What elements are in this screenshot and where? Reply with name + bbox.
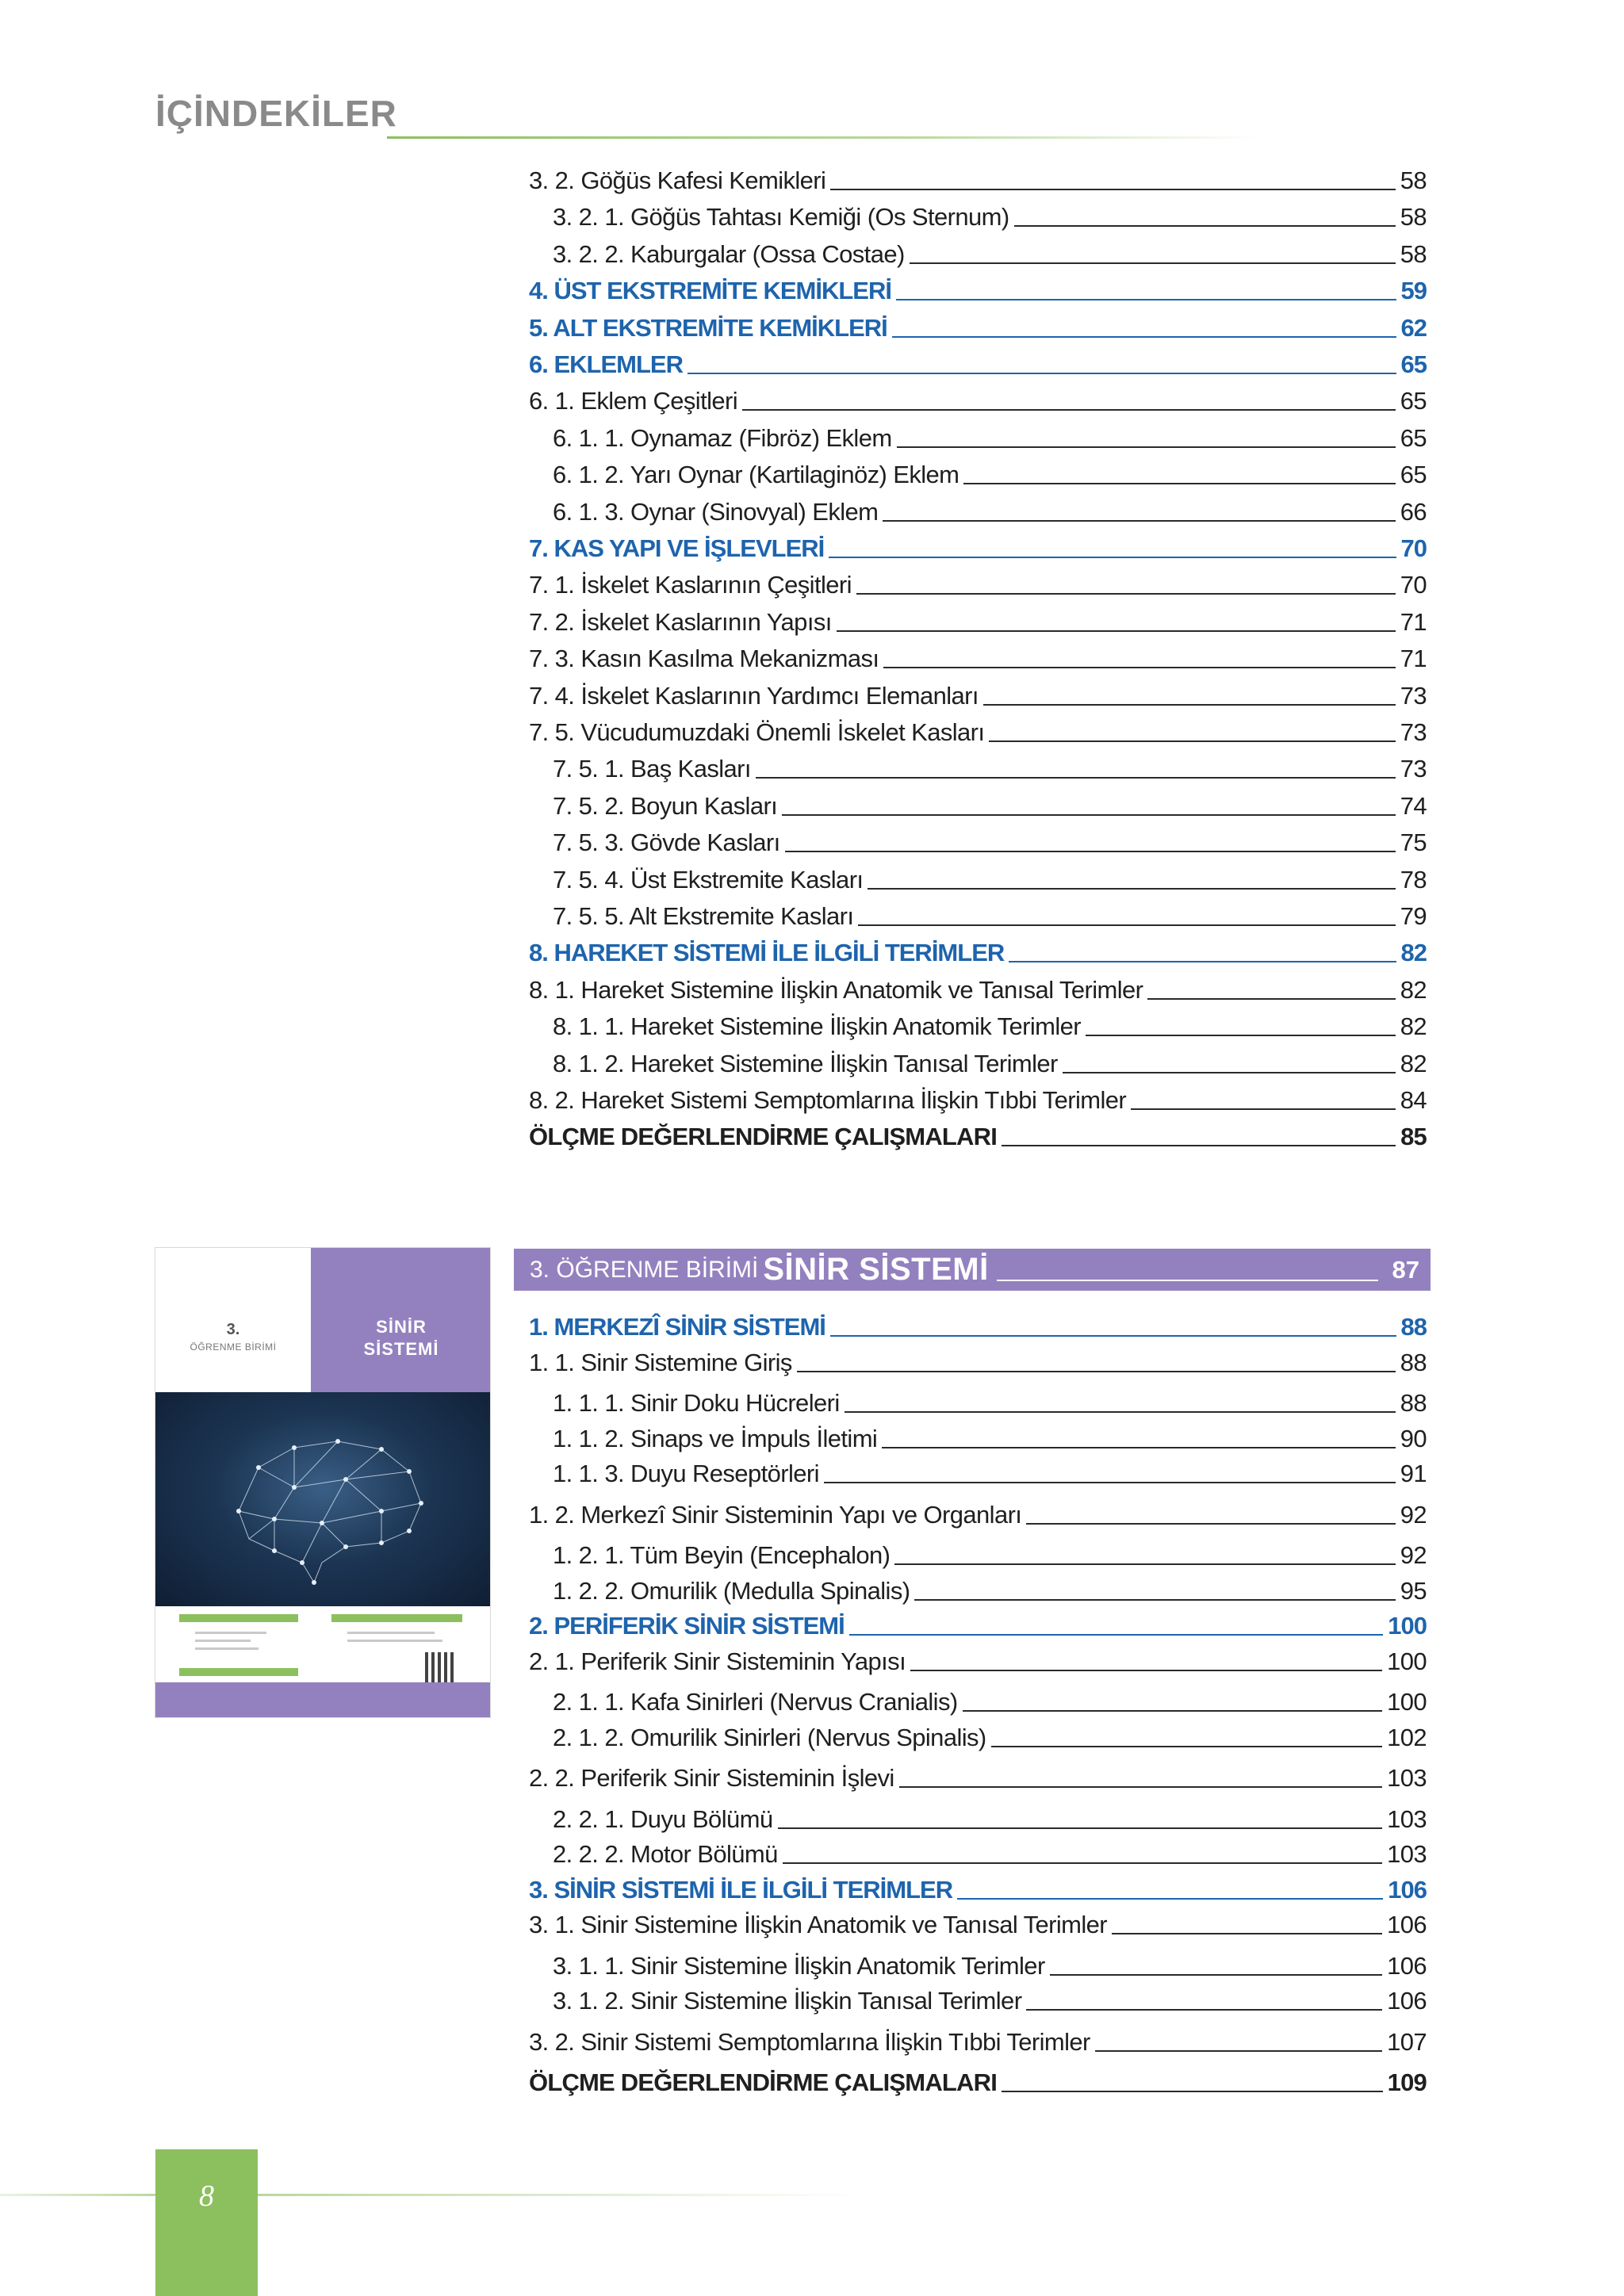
toc-entry-title: 2. 2. 1. Duyu Bölümü	[553, 1804, 773, 1833]
toc-leader-line	[1086, 1035, 1396, 1036]
toc-entry-title: 7. 5. 2. Boyun Kasları	[553, 791, 778, 820]
toc-entry[interactable]	[529, 2066, 1427, 2098]
toc-entry-title: 7. 5. 1. Baş Kasları	[553, 755, 751, 783]
toc-entry-title: 3. 1. Sinir Sistemine İlişkin Anatomik ve Tanısal Terimler	[529, 1911, 1108, 1938]
toc-entry[interactable]	[553, 863, 1427, 895]
toc-entry-title: 6. 1. 3. Oynar (Sinovyal) Eklem	[553, 497, 879, 526]
toc-leader-line	[1050, 1974, 1382, 1976]
toc-leader-line	[991, 1746, 1382, 1747]
toc-leader-line	[899, 1786, 1382, 1788]
unit-banner-page: 87	[1392, 1255, 1419, 1284]
toc-leader-line	[1026, 2009, 1382, 2011]
toc-entry-page: 73	[1400, 718, 1427, 746]
toc-entry-page: 70	[1400, 534, 1427, 562]
toc-entry-page: 88	[1400, 1348, 1427, 1376]
toc-entry-title: 3. 2. 1. Göğüs Tahtası Kemiği (Os Sternum)	[553, 203, 1009, 232]
toc-entry-page: 91	[1400, 1460, 1427, 1487]
toc-entry[interactable]	[553, 496, 1427, 527]
toc-leader-line	[778, 1827, 1383, 1829]
page-number-box	[155, 2149, 258, 2296]
cover-unit-label: ÖĞRENME BİRİMİ	[190, 1341, 277, 1353]
toc-leader-line	[983, 704, 1396, 706]
toc-leader-line	[824, 1482, 1396, 1483]
toc-entry-title: 3. 2. Göğüs Kafesi Kemikleri	[529, 166, 826, 194]
toc-entry[interactable]	[529, 1311, 1427, 1342]
toc-leader-line	[868, 888, 1395, 890]
toc-entry[interactable]	[553, 1539, 1427, 1571]
toc-entry[interactable]	[553, 1047, 1427, 1079]
toc-entry-title: 7. 5. 3. Gövde Kasları	[553, 828, 780, 857]
cover-green-tab-right	[331, 1614, 462, 1622]
toc-entry-title: 2. 2. Periferik Sinir Sisteminin İşlevi	[529, 1764, 894, 1792]
toc-entry-page: 82	[1400, 1012, 1427, 1041]
toc-leader-line	[910, 262, 1396, 264]
toc-entry[interactable]	[529, 974, 1427, 1005]
toc-entry[interactable]	[529, 679, 1427, 711]
toc-entry-title: 5. ALT EKSTREMİTE KEMİKLERİ	[529, 313, 887, 342]
toc-entry-page: 100	[1387, 1688, 1427, 1716]
toc-entry-page: 65	[1400, 461, 1427, 489]
toc-entry-title: 4. ÜST EKSTREMİTE KEMİKLERİ	[529, 277, 891, 305]
toc-entry-page: 84	[1400, 1086, 1427, 1114]
toc-entry-page: 88	[1400, 1313, 1427, 1341]
page-title: İÇİNDEKİLER	[155, 93, 397, 134]
cover-text-line	[347, 1632, 435, 1634]
toc-entry-page: 58	[1400, 203, 1427, 232]
footer-rule-left	[0, 2194, 155, 2196]
title-rule	[387, 136, 1259, 139]
toc-entry-title: 1. 1. 1. Sinir Doku Hücreleri	[553, 1389, 840, 1417]
toc-entry-page: 59	[1400, 277, 1427, 305]
toc-entry-title: 6. 1. 2. Yarı Oynar (Kartilaginöz) Eklem	[553, 461, 959, 489]
toc-entry-page: 71	[1400, 607, 1427, 636]
toc-entry-page: 58	[1400, 166, 1427, 194]
unit-banner[interactable]	[514, 1249, 1431, 1291]
toc-entry[interactable]	[553, 1686, 1427, 1717]
toc-leader-line	[989, 740, 1395, 742]
toc-entry[interactable]	[553, 790, 1427, 821]
cover-unit-number: 3.	[226, 1321, 240, 1338]
toc-leader-line	[783, 1862, 1382, 1864]
toc-entry[interactable]	[553, 1575, 1427, 1606]
toc-entry-page: 106	[1387, 1987, 1427, 2015]
toc-entry-title: 1. 2. 2. Omurilik (Medulla Spinalis)	[553, 1576, 910, 1605]
toc-entry-page: 100	[1387, 1647, 1427, 1675]
cover-green-tab-lower	[179, 1668, 298, 1676]
toc-entry[interactable]	[553, 1422, 1427, 1454]
toc-entry[interactable]	[529, 312, 1427, 343]
toc-entry[interactable]	[553, 422, 1427, 453]
toc-entry-page: 74	[1400, 791, 1427, 820]
toc-entry-page: 106	[1388, 1875, 1427, 1904]
toc-entry-title: 8. 1. 2. Hareket Sistemine İlişkin Tanısal Terimler	[553, 1049, 1058, 1077]
toc-entry-title: 6. 1. 1. Oynamaz (Fibröz) Eklem	[553, 423, 892, 452]
toc-entry-title: 1. 2. 1. Tüm Beyin (Encephalon)	[553, 1541, 891, 1569]
toc-entry-title: 8. 1. Hareket Sistemine İlişkin Anatomik ve Tanısal Terimler	[529, 975, 1143, 1004]
toc-entry[interactable]	[529, 1762, 1427, 1793]
toc-entry-page: 88	[1400, 1389, 1427, 1417]
brain-mesh-icon	[155, 1392, 491, 1606]
toc-leader-line	[858, 924, 1395, 926]
toc-entry-page: 75	[1400, 828, 1427, 857]
toc-entry-title: 2. 2. 2. Motor Bölümü	[553, 1840, 778, 1868]
toc-entry-title: 6. EKLEMLER	[529, 350, 683, 378]
toc-entry-title: 2. 1. Periferik Sinir Sisteminin Yapısı	[529, 1647, 906, 1675]
toc-entry-page: 107	[1387, 2027, 1427, 2056]
toc-entry[interactable]	[553, 1803, 1427, 1835]
cover-unit-name-line2: SİSTEMİ	[363, 1339, 439, 1359]
toc-entry-title: 8. 2. Hareket Sistemi Semptomlarına İlişkin Tıbbi Terimler	[529, 1086, 1127, 1114]
toc-leader-line	[856, 593, 1396, 595]
toc-entry[interactable]	[529, 568, 1427, 600]
toc-entry-page: 73	[1400, 681, 1427, 710]
toc-entry[interactable]	[529, 1120, 1427, 1152]
toc-leader-line	[849, 1634, 1384, 1636]
toc-entry[interactable]	[553, 1984, 1427, 2016]
toc-entry[interactable]	[529, 1873, 1427, 1905]
toc-entry-page: 62	[1400, 313, 1427, 342]
toc-leader-line	[829, 557, 1396, 558]
cover-text-line	[195, 1640, 251, 1642]
toc-entry[interactable]	[553, 752, 1427, 784]
toc-entry[interactable]	[529, 1609, 1427, 1641]
toc-entry-title: 1. 2. Merkezî Sinir Sisteminin Yapı ve Organları	[529, 1500, 1022, 1529]
toc-entry-page: 103	[1387, 1840, 1427, 1868]
toc-entry-title: 7. 4. İskelet Kaslarının Yardımcı Elemanları	[529, 681, 979, 710]
toc-entry-title: 7. KAS YAPI VE İŞLEVLERİ	[529, 534, 825, 562]
toc-leader-line	[1147, 998, 1395, 1000]
unit-cover-thumbnail	[155, 1247, 491, 1718]
toc-entry-title: 3. 1. 2. Sinir Sistemine İlişkin Tanısal Terimler	[553, 1987, 1022, 2015]
toc-entry[interactable]	[553, 201, 1427, 232]
toc-leader-line	[883, 667, 1395, 668]
toc-entry[interactable]	[553, 1838, 1427, 1869]
cover-text-line	[195, 1647, 259, 1650]
toc-entry-title: 3. 2. 2. Kaburgalar (Ossa Costae)	[553, 239, 905, 268]
toc-leader-line	[742, 409, 1396, 411]
qr-code-icon	[425, 1652, 457, 1684]
cover-green-tab-left	[179, 1614, 298, 1622]
toc-leader-line	[897, 446, 1396, 448]
toc-entry-title: 1. 1. Sinir Sistemine Giriş	[529, 1348, 792, 1376]
toc-entry[interactable]	[553, 238, 1427, 270]
cover-bottom-strip	[155, 1682, 491, 1717]
toc-entry-page: 106	[1387, 1911, 1427, 1938]
toc-leader-line	[1131, 1108, 1396, 1110]
toc-entry[interactable]	[529, 1498, 1427, 1530]
toc-entry[interactable]	[529, 936, 1427, 968]
toc-leader-line	[785, 851, 1396, 852]
toc-leader-line	[1026, 1523, 1395, 1525]
toc-entry[interactable]	[529, 716, 1427, 748]
toc-entry-page: 66	[1400, 497, 1427, 526]
toc-leader-line	[830, 1335, 1396, 1337]
toc-entry-page: 73	[1400, 755, 1427, 783]
toc-entry-title: 3. 2. Sinir Sistemi Semptomlarına İlişkin Tıbbi Terimler	[529, 2027, 1090, 2056]
cover-white-panel	[155, 1248, 311, 1392]
toc-entry-page: 78	[1400, 865, 1427, 894]
toc-leader-line	[892, 336, 1396, 338]
cover-text-line	[347, 1640, 442, 1642]
toc-entry-page: 79	[1400, 902, 1427, 930]
toc-leader-line	[882, 1447, 1395, 1448]
toc-leader-line	[1009, 961, 1396, 962]
toc-entry[interactable]	[553, 458, 1427, 490]
toc-leader-line	[910, 1670, 1382, 1671]
toc-leader-line	[830, 189, 1395, 190]
toc-entry[interactable]	[553, 1721, 1427, 1753]
toc-leader-line	[896, 299, 1396, 300]
toc-entry[interactable]	[529, 532, 1427, 564]
toc-leader-line	[1095, 2050, 1382, 2052]
toc-leader-line	[756, 777, 1396, 779]
toc-entry-page: 71	[1400, 645, 1427, 673]
toc-entry-page: 106	[1387, 1951, 1427, 1980]
toc-entry-title: 2. PERİFERİK SİNİR SİSTEMİ	[529, 1612, 845, 1640]
toc-entry-page: 100	[1388, 1612, 1427, 1640]
cover-unit-name	[311, 1316, 491, 1360]
toc-entry-page: 65	[1400, 350, 1427, 378]
toc-leader-line	[837, 630, 1396, 632]
toc-leader-line	[1112, 1933, 1382, 1934]
toc-leader-line	[688, 373, 1396, 374]
toc-entry-page: 103	[1387, 1804, 1427, 1833]
toc-leader-line	[797, 1371, 1396, 1372]
toc-entry[interactable]	[553, 1457, 1427, 1489]
toc-entry[interactable]	[529, 642, 1427, 674]
toc-entry-title: 2. 1. 2. Omurilik Sinirleri (Nervus Spinalis)	[553, 1723, 986, 1751]
toc-entry-title: 3. SİNİR SİSTEMİ İLE İLGİLİ TERİMLER	[529, 1875, 953, 1904]
toc-entry-page: 92	[1400, 1541, 1427, 1569]
toc-entry[interactable]	[553, 1010, 1427, 1042]
toc-entry[interactable]	[553, 900, 1427, 932]
toc-leader-line	[845, 1411, 1396, 1413]
toc-leader-line	[894, 1563, 1395, 1565]
toc-entry[interactable]	[529, 2026, 1427, 2057]
toc-entry-page: 109	[1387, 2068, 1427, 2096]
toc-leader-line	[963, 483, 1395, 484]
toc-leader-line	[883, 520, 1395, 522]
toc-entry[interactable]	[529, 164, 1427, 196]
toc-entry-page: 65	[1400, 387, 1427, 415]
toc-entry[interactable]	[529, 274, 1427, 306]
toc-entry-title: 7. 5. 5. Alt Ekstremite Kasları	[553, 902, 854, 930]
toc-entry-title: 7. 2. İskelet Kaslarının Yapısı	[529, 607, 832, 636]
toc-entry[interactable]	[553, 826, 1427, 858]
toc-leader-line	[1002, 2091, 1383, 2092]
toc-entry-title: 2. 1. 1. Kafa Sinirleri (Nervus Cranialis)	[553, 1688, 958, 1716]
toc-leader-line	[1014, 225, 1396, 227]
toc-entry[interactable]	[529, 606, 1427, 637]
toc-entry-title: 3. 1. 1. Sinir Sistemine İlişkin Anatomik Terimler	[553, 1951, 1045, 1980]
toc-entry-page: 92	[1400, 1500, 1427, 1529]
toc-entry[interactable]	[529, 1084, 1427, 1115]
toc-entry[interactable]	[529, 385, 1427, 416]
unit-banner-prefix: 3. ÖĞRENME BİRİMİ	[530, 1256, 759, 1283]
unit-banner-title: SİNİR SİSTEMİ	[763, 1252, 989, 1287]
toc-entry[interactable]	[529, 1645, 1427, 1677]
toc-leader-line	[963, 1710, 1382, 1712]
toc-leader-line	[914, 1599, 1395, 1601]
toc-entry[interactable]	[529, 1346, 1427, 1378]
toc-entry-title: 1. 1. 3. Duyu Reseptörleri	[553, 1460, 819, 1487]
toc-entry[interactable]	[529, 1908, 1427, 1940]
toc-entry[interactable]	[553, 1387, 1427, 1418]
toc-entry-page: 82	[1400, 1049, 1427, 1077]
toc-entry-title: 7. 3. Kasın Kasılma Mekanizması	[529, 645, 879, 673]
toc-entry-title: 1. 1. 2. Sinaps ve İmpuls İletimi	[553, 1424, 878, 1452]
toc-entry[interactable]	[529, 348, 1427, 380]
toc-leader-line	[1063, 1072, 1396, 1073]
toc-entry-page: 82	[1400, 939, 1427, 967]
toc-entry-title: 7. 5. Vücudumuzdaki Önemli İskelet Kasları	[529, 718, 985, 746]
toc-entry-title: 8. HAREKET SİSTEMİ İLE İLGİLİ TERİMLER	[529, 939, 1005, 967]
toc-entry-title: 1. MERKEZÎ SİNİR SİSTEMİ	[529, 1313, 825, 1341]
toc-entry-page: 85	[1400, 1123, 1427, 1151]
cover-text-line	[195, 1632, 266, 1634]
toc-entry[interactable]	[553, 1950, 1427, 1981]
toc-entry-title: 6. 1. Eklem Çeşitleri	[529, 387, 738, 415]
toc-entry-title: ÖLÇME DEĞERLENDİRME ÇALIŞMALARI	[529, 2068, 998, 2096]
toc-entry-page: 70	[1400, 571, 1427, 599]
toc-entry-page: 90	[1400, 1424, 1427, 1452]
cover-unit-name-line1: SİNİR	[376, 1317, 427, 1337]
toc-leader-line	[1002, 1145, 1396, 1146]
toc-entry-page: 82	[1400, 975, 1427, 1004]
toc-entry-page: 58	[1400, 239, 1427, 268]
unit-banner-leader	[997, 1259, 1378, 1281]
toc-entry-title: 7. 1. İskelet Kaslarının Çeşitleri	[529, 571, 852, 599]
toc-leader-line	[957, 1898, 1383, 1900]
toc-entry-page: 102	[1387, 1723, 1427, 1751]
toc-leader-line	[782, 814, 1396, 816]
page-number: 8	[199, 2179, 214, 2213]
toc-entry-title: ÖLÇME DEĞERLENDİRME ÇALIŞMALARI	[529, 1123, 998, 1151]
brain-network-image	[155, 1392, 491, 1606]
toc-entry-title: 7. 5. 4. Üst Ekstremite Kasları	[553, 865, 864, 894]
toc-entry-title: 8. 1. 1. Hareket Sistemine İlişkin Anatomik Terimler	[553, 1012, 1081, 1041]
toc-entry-page: 95	[1400, 1576, 1427, 1605]
footer-rule-right	[258, 2194, 860, 2196]
toc-entry-page: 103	[1387, 1764, 1427, 1792]
toc-entry-page: 65	[1400, 423, 1427, 452]
